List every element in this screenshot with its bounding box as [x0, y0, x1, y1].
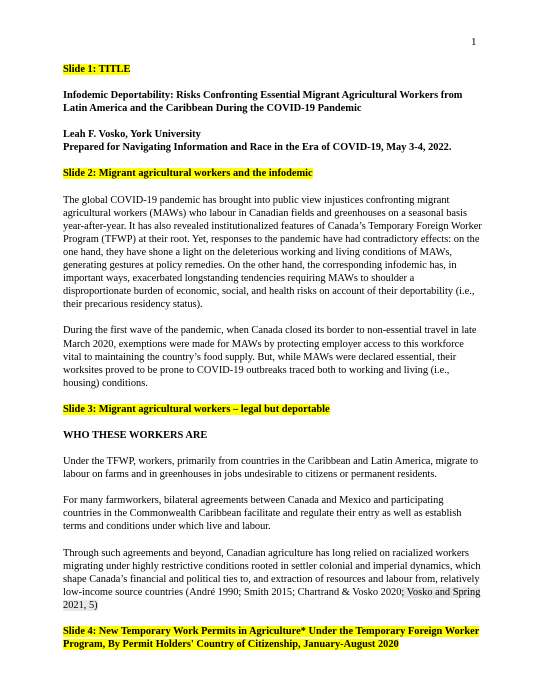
page-number: 1 — [471, 36, 477, 48]
slide3-paragraph-3-main: Through such agreements and beyond, Canadian agriculture has long relied on racialized workers migrating under highly restrictive conditions rooted in settler colonial and imperial dynamics, which shape Canada’s financial and political ties to, and extraction of resources and labour from, relatively low-income source countries (André 1990; Smith 2015; Chartrand & Vosko 2020 — [63, 547, 481, 598]
slide3-paragraph-2: For many farmworkers, bilateral agreements between Canada and Mexico and participating countries in the Commonwealth Caribbean facilitate and regulate their entry as well as establish terms and conditions under which live and labour. — [63, 495, 462, 533]
prepared-for-line: Prepared for Navigating Information and Race in the Era of COVID-19, May 3-4, 2022. — [63, 142, 452, 154]
slide3-heading: Slide 3: Migrant agricultural workers – legal but deportable — [63, 403, 330, 415]
slide2-heading: Slide 2: Migrant agricultural workers and the infodemic — [63, 168, 313, 180]
slide2-paragraph-2: During the first wave of the pandemic, when Canada closed its border to non-essential travel in late March 2020, exemptions were made for MAWs by protecting employer access to this workforce vital to maintaining the country’s food supply. But, while MAWs were declared essential, their worksites proved to be prone to COVID-19 outbreaks traced both to working and living (i.e., housing) conditions. — [63, 325, 477, 389]
slide3-paragraph-3 — [63, 547, 483, 612]
slide2-paragraph-1: The global COVID-19 pandemic has brought into public view injustices confronting migrant agricultural workers (MAWs) who labour in Canadian fields and greenhouses on a seasonal basis year-after-year. It has also revealed institutionalized features of Canada’s Temporary Foreign Worker Program (TFWP) at their root. Yet, responses to the pandemic have had contradictory effects: on the one hand, they have shone a light on the deleterious working and living conditions of MAWs, generating gestures at policy remedies. On the other hand, the corresponding infodemic has, in important ways, exacerbated longstanding tendencies requiring MAWs to shoulder a disproportionate burden of economic, social, and health risks on account of their deportability (i.e., their precarious residency status). — [63, 194, 482, 311]
slide1-heading: Slide 1: TITLE — [63, 64, 131, 75]
document-title: Infodemic Deportability: Risks Confronting Essential Migrant Agricultural Workers from Latin America and the Caribbean During the COVID-19 Pandemic — [63, 90, 463, 115]
slide3-paragraph-3-citation: ; Vosko and Spring 2021, 5) — [63, 586, 481, 611]
author-line: Leah F. Vosko, York University — [63, 129, 201, 141]
slide3-subheading: WHO THESE WORKERS ARE — [63, 429, 208, 441]
document-body — [63, 63, 483, 664]
slide3-paragraph-1: Under the TFWP, workers, primarily from countries in the Caribbean and Latin America, migrate to labour on farms and in greenhouses in jobs undesirable to citizens or permanent residents. — [63, 456, 479, 481]
slide4-heading: Slide 4: New Temporary Work Permits in Agriculture* Under the Temporary Foreign Worker Program, By Permit Holders' Country of Citizenship, January-August 2020 — [63, 626, 480, 651]
